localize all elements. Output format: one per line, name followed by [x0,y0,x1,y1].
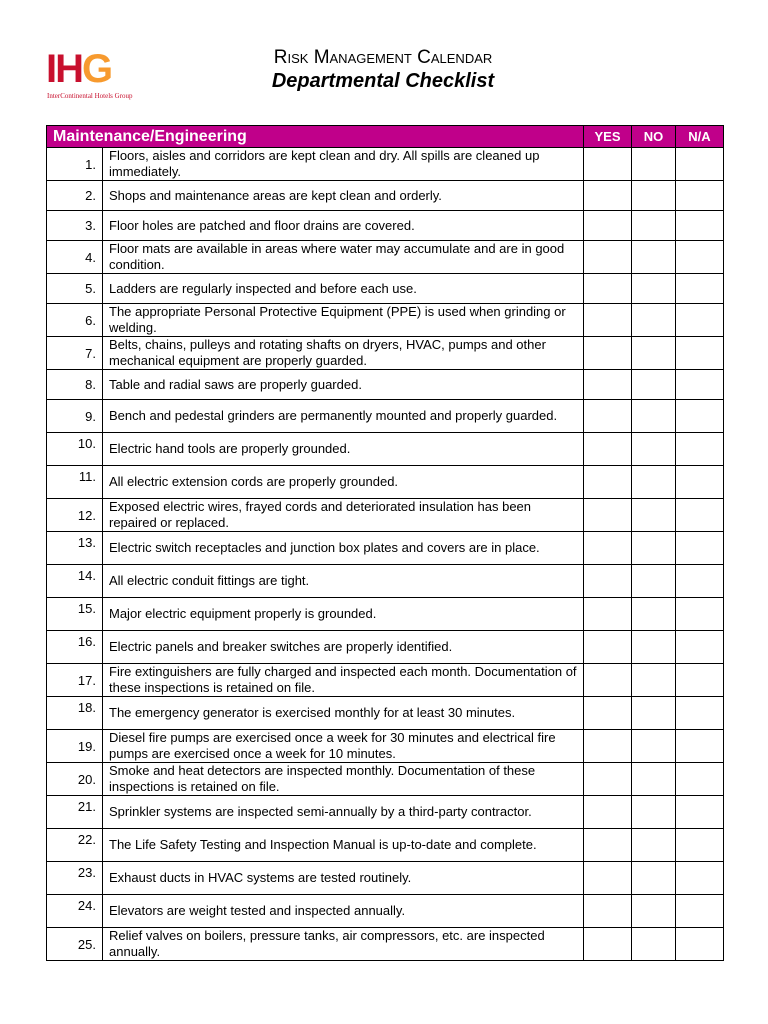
checkbox-na[interactable] [676,697,724,730]
checkbox-yes[interactable] [584,730,632,763]
checkbox-na[interactable] [676,304,724,337]
checkbox-yes[interactable] [584,631,632,664]
item-text: The appropriate Personal Protective Equipment (PPE) is used when grinding or welding. [103,304,584,337]
ihg-logo-mark [46,47,111,91]
checkbox-na[interactable] [676,211,724,241]
checklist-row [47,697,724,730]
item-number: 17. [47,664,103,697]
section-title: Maintenance/Engineering [47,126,584,148]
checkbox-na[interactable] [676,796,724,829]
logo-mark-prefix: IH [46,47,82,91]
ihg-logo [46,47,166,105]
checkbox-yes[interactable] [584,181,632,211]
item-number: 6. [47,304,103,337]
item-number: 1. [47,148,103,181]
checkbox-yes[interactable] [584,304,632,337]
checkbox-na[interactable] [676,337,724,370]
checklist-row [47,211,724,241]
checkbox-no[interactable] [632,829,676,862]
item-number: 4. [47,241,103,274]
item-text: The Life Safety Testing and Inspection Manual is up-to-date and complete. [103,829,584,862]
item-text: Relief valves on boilers, pressure tanks, air compressors, etc. are inspected annually. [103,928,584,961]
page-subtitle: Departmental Checklist [271,70,495,92]
checkbox-yes[interactable] [584,598,632,631]
checkbox-no[interactable] [632,274,676,304]
checkbox-na[interactable] [676,433,724,466]
checkbox-na[interactable] [676,598,724,631]
checkbox-no[interactable] [632,466,676,499]
checkbox-na[interactable] [676,763,724,796]
checkbox-na[interactable] [676,565,724,598]
checkbox-no[interactable] [632,565,676,598]
item-text: All electric conduit fittings are tight. [103,565,584,598]
item-number: 15. [47,598,103,631]
checkbox-yes[interactable] [584,697,632,730]
checklist-row [47,730,724,763]
checkbox-na[interactable] [676,370,724,400]
checkbox-yes[interactable] [584,337,632,370]
checklist-row [47,400,724,433]
checklist-row [47,181,724,211]
checkbox-no[interactable] [632,304,676,337]
checkbox-no[interactable] [632,631,676,664]
item-text: Diesel fire pumps are exercised once a week for 30 minutes and electrical fire pumps are exercised once a week for 10 minutes. [103,730,584,763]
item-text: Ladders are regularly inspected and before each use. [103,274,584,304]
item-number: 13. [47,532,103,565]
checklist-row [47,664,724,697]
checkbox-na[interactable] [676,829,724,862]
checkbox-yes[interactable] [584,499,632,532]
checkbox-no[interactable] [632,862,676,895]
checkbox-na[interactable] [676,532,724,565]
checklist-row [47,370,724,400]
item-number: 3. [47,211,103,241]
checklist-row [47,433,724,466]
checklist-row [47,241,724,274]
item-number: 16. [47,631,103,664]
item-text: Electric switch receptacles and junction box plates and covers are in place. [103,532,584,565]
item-text: Exposed electric wires, frayed cords and deteriorated insulation has been repaired or replaced. [103,499,584,532]
checkbox-na[interactable] [676,499,724,532]
checkbox-no[interactable] [632,241,676,274]
item-text: Sprinkler systems are inspected semi-annually by a third-party contractor. [103,796,584,829]
item-text: All electric extension cords are properly grounded. [103,466,584,499]
item-text: Major electric equipment properly is grounded. [103,598,584,631]
checkbox-na[interactable] [676,148,724,181]
item-number: 24. [47,895,103,928]
checkbox-yes[interactable] [584,829,632,862]
checkbox-yes[interactable] [584,763,632,796]
checkbox-no[interactable] [632,433,676,466]
checkbox-yes[interactable] [584,370,632,400]
checkbox-no[interactable] [632,598,676,631]
item-text: Fire extinguishers are fully charged and inspected each month. Documentation of these inspections is retained on file. [103,664,584,697]
checkbox-no[interactable] [632,664,676,697]
checklist-row [47,337,724,370]
checklist-header-row [47,126,724,148]
item-number: 11. [47,466,103,499]
checklist-row [47,499,724,532]
checkbox-no[interactable] [632,763,676,796]
checkbox-na[interactable] [676,400,724,433]
item-number: 2. [47,181,103,211]
item-text: The emergency generator is exercised monthly for at least 30 minutes. [103,697,584,730]
item-number: 14. [47,565,103,598]
item-number: 8. [47,370,103,400]
checklist-row [47,274,724,304]
item-text: Table and radial saws are properly guarded. [103,370,584,400]
checkbox-na[interactable] [676,862,724,895]
item-number: 7. [47,337,103,370]
item-number: 5. [47,274,103,304]
checkbox-yes[interactable] [584,433,632,466]
checkbox-yes[interactable] [584,274,632,304]
column-no: NO [632,126,676,148]
checklist-row [47,598,724,631]
checkbox-na[interactable] [676,631,724,664]
item-text: Elevators are weight tested and inspected annually. [103,895,584,928]
checkbox-no[interactable] [632,928,676,961]
checkbox-yes[interactable] [584,211,632,241]
checkbox-no[interactable] [632,181,676,211]
item-number: 10. [47,433,103,466]
item-number: 20. [47,763,103,796]
checklist-row [47,466,724,499]
checkbox-no[interactable] [632,730,676,763]
checkbox-no[interactable] [632,148,676,181]
checkbox-na[interactable] [676,895,724,928]
checklist-table [46,125,724,961]
checkbox-no[interactable] [632,499,676,532]
checkbox-yes[interactable] [584,895,632,928]
checkbox-na[interactable] [676,928,724,961]
checklist-rows [47,148,724,961]
item-text: Floor mats are available in areas where water may accumulate and are in good condition. [103,241,584,274]
logo-mark-suffix: G [82,47,112,91]
item-number: 21. [47,796,103,829]
checklist-row [47,928,724,961]
checklist-row [47,862,724,895]
logo-company-name: InterContinental Hotels Group [47,92,133,100]
checkbox-no[interactable] [632,211,676,241]
checkbox-yes[interactable] [584,148,632,181]
checklist-row [47,565,724,598]
checklist-row [47,532,724,565]
item-number: 12. [47,499,103,532]
checkbox-na[interactable] [676,730,724,763]
item-text: Exhaust ducts in HVAC systems are tested routinely. [103,862,584,895]
checkbox-no[interactable] [632,895,676,928]
item-text: Floor holes are patched and floor drains are covered. [103,211,584,241]
checkbox-no[interactable] [632,337,676,370]
checklist-row [47,631,724,664]
checkbox-no[interactable] [632,370,676,400]
item-number: 19. [47,730,103,763]
checkbox-no[interactable] [632,532,676,565]
checklist-row [47,148,724,181]
column-na: N/A [676,126,724,148]
checkbox-yes[interactable] [584,241,632,274]
checkbox-na[interactable] [676,664,724,697]
item-text: Bench and pedestal grinders are permanently mounted and properly guarded. [103,400,584,433]
item-text: Shops and maintenance areas are kept clean and orderly. [103,181,584,211]
item-number: 25. [47,928,103,961]
checkbox-na[interactable] [676,181,724,211]
checkbox-yes[interactable] [584,565,632,598]
checkbox-yes[interactable] [584,664,632,697]
page-title: Risk Management Calendar [273,47,493,68]
item-number: 22. [47,829,103,862]
item-text: Smoke and heat detectors are inspected monthly. Documentation of these inspections is retained on file. [103,763,584,796]
item-text: Belts, chains, pulleys and rotating shafts on dryers, HVAC, pumps and other mechanical equipment are properly guarded. [103,337,584,370]
item-number: 18. [47,697,103,730]
checkbox-no[interactable] [632,697,676,730]
checkbox-na[interactable] [676,241,724,274]
checkbox-na[interactable] [676,274,724,304]
checkbox-yes[interactable] [584,796,632,829]
checklist-row [47,763,724,796]
checkbox-yes[interactable] [584,928,632,961]
item-number: 23. [47,862,103,895]
checkbox-no[interactable] [632,400,676,433]
item-number: 9. [47,400,103,433]
item-text: Electric hand tools are properly grounded. [103,433,584,466]
checkbox-yes[interactable] [584,532,632,565]
item-text: Electric panels and breaker switches are properly identified. [103,631,584,664]
checkbox-yes[interactable] [584,862,632,895]
item-text: Floors, aisles and corridors are kept clean and dry. All spills are cleaned up immediately. [103,148,584,181]
checkbox-yes[interactable] [584,466,632,499]
checklist-row [47,895,724,928]
checkbox-na[interactable] [676,466,724,499]
checklist-row [47,796,724,829]
checkbox-yes[interactable] [584,400,632,433]
column-yes: YES [584,126,632,148]
checklist-row [47,829,724,862]
checklist-row [47,304,724,337]
checkbox-no[interactable] [632,796,676,829]
